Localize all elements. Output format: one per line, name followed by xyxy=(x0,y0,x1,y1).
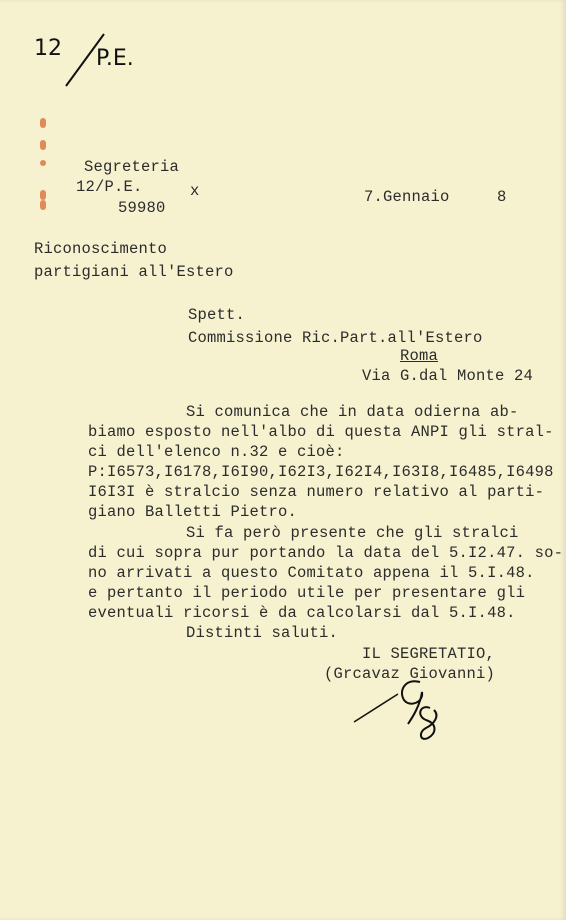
letter-date: 7.Gennaio 8 xyxy=(364,188,507,206)
subject-line-2: partigiani all'Estero xyxy=(34,263,234,281)
registry-number: 59980 xyxy=(118,199,166,217)
body-line: Si comunica che in data odierna ab- xyxy=(186,403,519,421)
page-margin xyxy=(566,0,580,920)
body-line: eventuali ricorsi è da calcolarsi dal 5.I.48. xyxy=(88,604,516,622)
body-line: ci dell'elenco n.32 e cioè: xyxy=(88,443,345,461)
salutation: Spett. xyxy=(188,306,246,324)
handwritten-signature-icon xyxy=(350,672,450,752)
body-line: di cui sopra pur portando la data del 5.I2.47. so- xyxy=(88,544,564,562)
protocol-number: 12/P.E. xyxy=(76,178,143,196)
signature-name: (Grcavaz Giovanni) xyxy=(324,665,496,683)
body-line: I6I3I è stralcio senza numero relativo al parti- xyxy=(88,483,545,501)
addressee-street: Via G.dal Monte 24 xyxy=(362,367,534,385)
handwritten-code: P.E. xyxy=(96,46,134,71)
body-line: biamo esposto nell'albo di questa ANPI gli stral- xyxy=(88,423,554,441)
body-line: no arrivati a questo Comitato appena il 5.I.48. xyxy=(88,564,535,582)
addressee-city: Roma xyxy=(400,347,439,365)
signature-title: IL SEGRETATIO, xyxy=(362,645,496,663)
addressee-name: Commissione Ric.Part.all'Estero xyxy=(188,329,483,347)
protocol-mark: x xyxy=(190,182,200,200)
body-line: giano Balletti Pietro. xyxy=(88,503,298,521)
body-line: e pertanto il periodo utile per presentare gli xyxy=(88,584,526,602)
handwritten-prefix: 12 xyxy=(34,36,62,61)
body-line: P:I6573,I6178,I6I90,I62I3,I62I4,I63I8,I6485,I6498 xyxy=(88,463,554,481)
office-label: Segreteria xyxy=(84,158,180,176)
subject-line-1: Riconoscimento xyxy=(34,240,168,258)
closing-line: Distinti saluti. xyxy=(186,624,339,642)
body-line: Si fa però presente che gli stralci xyxy=(186,524,519,542)
